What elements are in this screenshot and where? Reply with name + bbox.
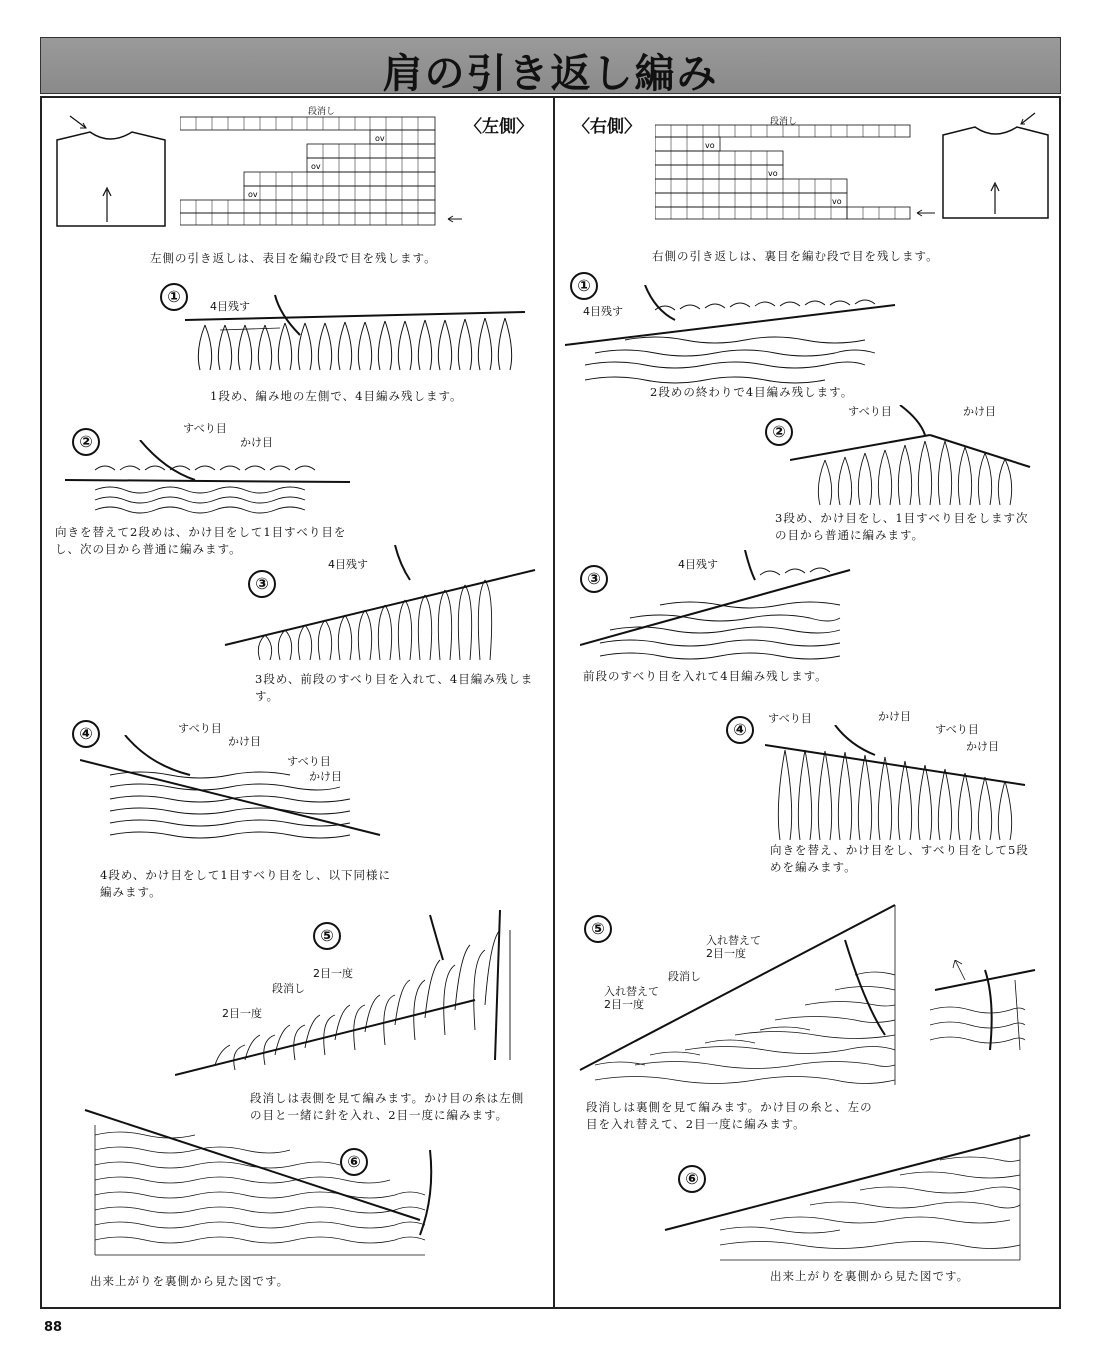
left-step-1-note: 4目残す <box>210 300 250 313</box>
chart-mark-ov-2: ov <box>311 162 321 171</box>
page-number: 88 <box>44 1320 63 1335</box>
left-step-5-note-k2tog-2: 2目一度 <box>222 1007 262 1020</box>
left-step-3-note: 4目残す <box>328 558 368 571</box>
chart-label-left: 段消し <box>308 107 336 117</box>
chart-mark-vo-2: vo <box>768 169 778 178</box>
left-step-1-caption: 1段め、編み地の左側で、4目編み残します。 <box>210 389 463 403</box>
stitch-chart-right <box>655 123 940 228</box>
right-step-1-note: 4目残す <box>583 305 623 318</box>
left-intro: 左側の引き返しは、表目を編む段で目を残します。 <box>150 251 437 265</box>
right-step-2-number: ② <box>765 418 793 446</box>
right-step-3-illustration <box>580 550 870 670</box>
right-step-5-caption: 段消しは裏側を見て編みます。かけ目の糸と、左の目を入れ替えて、2目一度に編みます。 <box>586 1100 873 1131</box>
chart-mark-vo-1: vo <box>705 141 715 150</box>
left-step-6-caption: 出来上がりを裏側から見た図です。 <box>90 1274 290 1288</box>
title-bar <box>40 37 1061 97</box>
left-step-5-illustration <box>175 910 535 1085</box>
right-step-5-note-swap-2: 入れ替えて2目一度 <box>604 985 659 1011</box>
left-step-3-number: ③ <box>248 570 276 598</box>
left-step-2-caption: 向きを替えて2段めは、かけ目をして1目すべり目をし、次の目から普通に編みます。 <box>55 525 347 556</box>
right-step-6-number: ⑥ <box>678 1165 706 1193</box>
left-step-4-note-slip-2: すべり目 <box>287 755 331 768</box>
left-step-4-caption: 4段め、かけ目をして1目すべり目をし、以下同様に編みます。 <box>100 868 391 899</box>
left-step-1-illustration <box>180 290 530 380</box>
left-step-5-number: ⑤ <box>313 922 341 950</box>
right-intro: 右側の引き返しは、裏目を編む段で目を残します。 <box>652 249 939 263</box>
right-step-6-illustration <box>660 1130 1040 1270</box>
left-step-4-note-yo-2: かけ目 <box>309 770 342 783</box>
chart-label-right: 段消し <box>770 117 798 127</box>
left-step-1-number: ① <box>160 283 188 311</box>
right-step-5-illustration <box>575 895 905 1095</box>
right-step-4-caption: 向きを替え、かけ目をし、すべり目をして5段めを編みます。 <box>770 843 1029 874</box>
left-side-label: 〈左側〉 <box>465 117 533 137</box>
garment-sketch-right <box>935 110 1055 225</box>
chart-mark-ov-3: ov <box>248 190 258 199</box>
right-step-4-note-slip-2: すべり目 <box>935 723 979 736</box>
right-step-4-number: ④ <box>726 716 754 744</box>
right-step-1-illustration <box>565 285 900 390</box>
left-step-3-caption: 3段め、前段のすべり目を入れて、4目編み残します。 <box>255 672 534 703</box>
right-step-5-detail-illustration <box>925 960 1045 1060</box>
right-step-4-note-yo-1: かけ目 <box>878 710 911 723</box>
right-step-3-note: 4目残す <box>678 558 718 571</box>
page-title: 肩の引き返し編み <box>382 51 719 97</box>
right-step-2-note-yo: かけ目 <box>963 405 996 418</box>
left-step-4-illustration <box>80 735 390 855</box>
right-step-1-number: ① <box>570 272 598 300</box>
right-step-4-note-yo-2: かけ目 <box>966 740 999 753</box>
right-side-label: 〈右側〉 <box>573 117 641 137</box>
column-divider <box>553 96 555 1309</box>
left-step-2-number: ② <box>72 428 100 456</box>
left-step-6-number: ⑥ <box>340 1148 368 1176</box>
right-step-5-note-swap-1: 入れ替えて2目一度 <box>706 934 761 960</box>
left-step-5-note-k2tog-1: 2目一度 <box>313 967 353 980</box>
left-step-4-note-yo-1: かけ目 <box>228 735 261 748</box>
left-step-2-note-yo: かけ目 <box>240 436 273 449</box>
right-step-3-caption: 前段のすべり目を入れて4目編み残します。 <box>583 669 828 683</box>
left-step-4-note-slip-1: すべり目 <box>178 722 222 735</box>
left-step-6-illustration <box>80 1105 450 1265</box>
left-step-4-number: ④ <box>72 720 100 748</box>
right-step-2-caption: 3段め、かけ目をし、1目すべり目をします次の目から普通に編みます。 <box>775 511 1029 542</box>
right-step-2-illustration <box>790 405 1035 510</box>
right-step-6-caption: 出来上がりを裏側から見た図です。 <box>770 1269 970 1283</box>
garment-sketch-left <box>52 110 172 230</box>
right-step-2-note-slip: すべり目 <box>848 405 892 418</box>
chart-mark-ov-1: ov <box>375 134 385 143</box>
right-step-4-illustration <box>765 725 1035 845</box>
right-step-1-caption: 2段めの終わりで4目編み残します。 <box>650 385 854 399</box>
chart-mark-vo-3: vo <box>832 197 842 206</box>
left-step-5-note-bind: 段消し <box>272 982 305 995</box>
right-step-5-number: ⑤ <box>584 915 612 943</box>
left-step-2-illustration <box>65 440 355 520</box>
left-step-2-note-slip: すべり目 <box>183 422 227 435</box>
stitch-chart-left <box>180 115 465 230</box>
right-step-4-note-slip-1: すべり目 <box>768 712 812 725</box>
right-step-3-number: ③ <box>580 565 608 593</box>
right-step-5-note-bind: 段消し <box>668 970 701 983</box>
left-step-5-caption: 段消しは表側を見て編みます。かけ目の糸は左側の目と一緒に針を入れ、2目一度に編みます。 <box>250 1091 525 1122</box>
left-step-3-illustration <box>220 545 540 665</box>
